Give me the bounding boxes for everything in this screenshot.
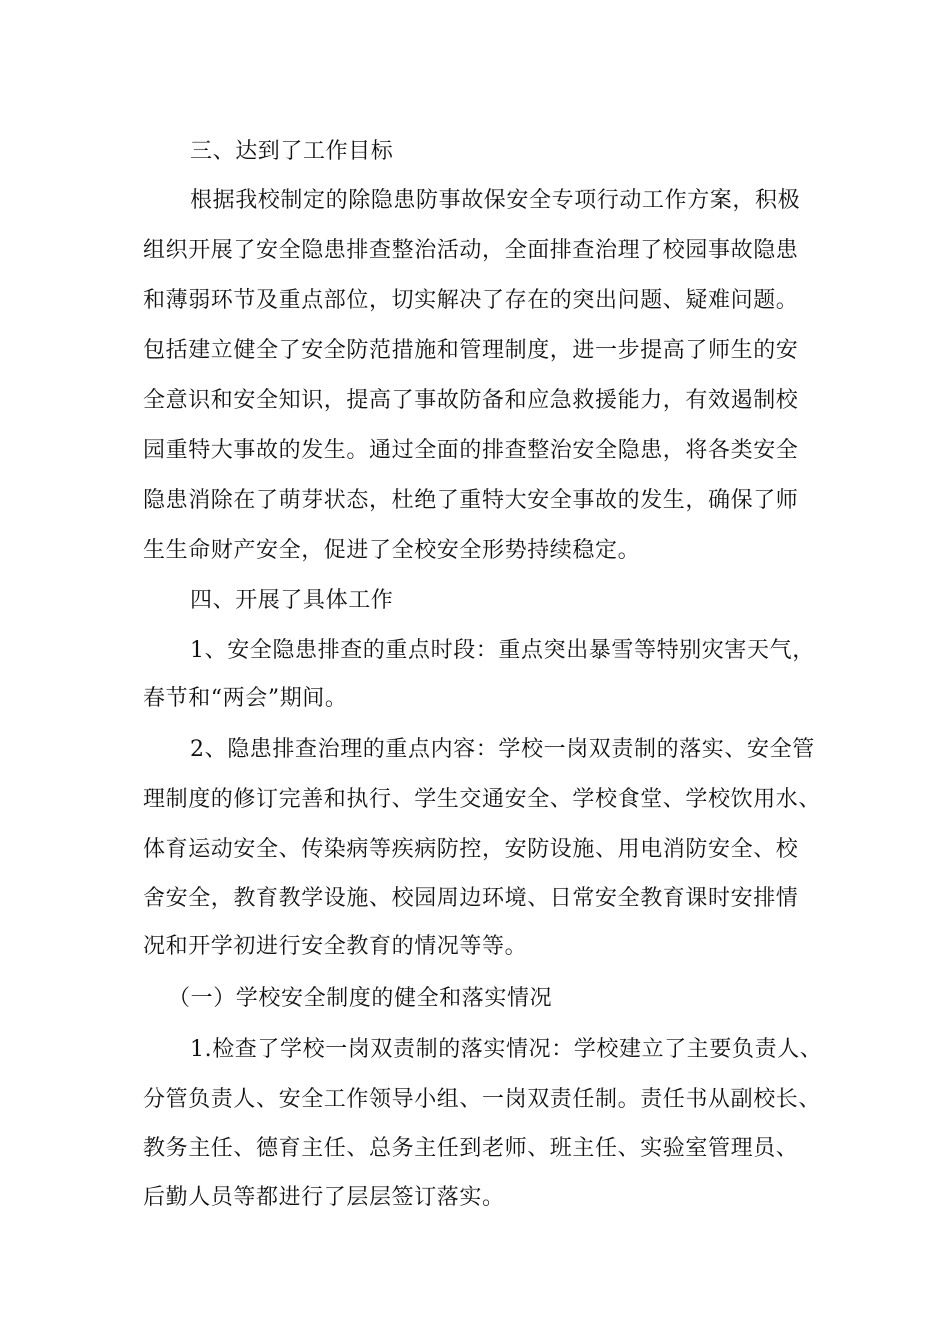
list-item-line: 春节和“两会”期间。	[143, 686, 348, 711]
paragraph-line: 生生命财产安全，促进了全校安全形势持续稳定。	[143, 538, 641, 563]
list-item-line: 体育运动安全、传染病等疾病防控，安防设施、用电消防安全、校	[143, 837, 799, 862]
sub-item-line: 1.检查了学校一岗双责制的落实情况：学校建立了主要负责人、	[190, 1037, 823, 1062]
paragraph-line: 和薄弱环节及重点部位，切实解决了存在的突出问题、疑难问题。	[143, 288, 799, 313]
subsection-heading: （一）学校安全制度的健全和落实情况	[168, 986, 553, 1011]
paragraph-line: 全意识和安全知识，提高了事故防备和应急救援能力，有效遏制校	[143, 388, 799, 413]
section-heading-4: 四、开展了具体工作	[190, 588, 394, 613]
paragraph-line: 包括建立健全了安全防范措施和管理制度，进一步提高了师生的安	[143, 338, 799, 363]
list-item-line: 理制度的修订完善和执行、学生交通安全、学校食堂、学校饮用水、	[143, 787, 822, 812]
list-item-line: 况和开学初进行安全教育的情况等等。	[143, 934, 528, 959]
list-item-line: 舍安全，教育教学设施、校园周边环境、日常安全教育课时安排情	[143, 886, 799, 911]
sub-item-line: 教务主任、德育主任、总务主任到老师、班主任、实验室管理员、	[143, 1136, 799, 1161]
section-heading-3: 三、达到了工作目标	[190, 139, 394, 164]
paragraph-line: 组织开展了安全隐患排查整治活动，全面排查治理了校园事故隐患	[143, 238, 799, 263]
paragraph-line: 园重特大事故的发生。通过全面的排查整治安全隐患，将各类安全	[143, 438, 799, 463]
paragraph-line: 根据我校制定的除隐患防事故保安全专项行动工作方案，积极	[190, 188, 801, 213]
list-item-line: 1、安全隐患排查的重点时段：重点突出暴雪等特别灾害天气，	[190, 638, 815, 663]
paragraph-line: 隐患消除在了萌芽状态，杜绝了重特大安全事故的发生，确保了师	[143, 488, 799, 513]
list-item-line: 2、隐患排查治理的重点内容：学校一岗双责制的落实、安全管	[190, 737, 815, 762]
sub-item-line: 后勤人员等都进行了层层签订落实。	[143, 1185, 505, 1210]
sub-item-line: 分管负责人、安全工作领导小组、一岗双责任制。责任书从副校长、	[143, 1087, 822, 1112]
